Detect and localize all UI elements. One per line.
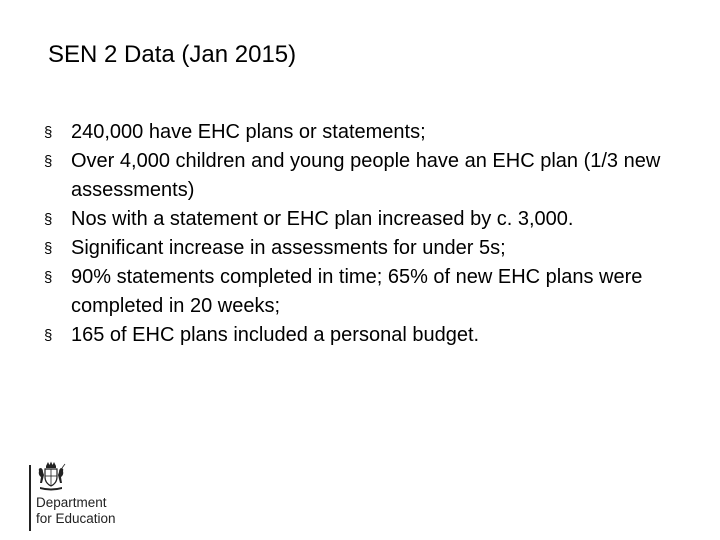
department-for-education-logo xyxy=(29,461,149,531)
bullet-marker-icon: § xyxy=(44,240,53,257)
bullet-text: 240,000 have EHC plans or statements; xyxy=(71,121,426,143)
logo-divider xyxy=(29,465,31,531)
bullet-marker-icon: § xyxy=(44,124,53,141)
bullet-item xyxy=(44,205,704,234)
bullet-text: Over 4,000 children and young people have an EHC plan (1/3 new assessments) xyxy=(71,150,661,201)
logo-line-department: Department xyxy=(36,495,107,510)
bullet-marker-icon: § xyxy=(44,269,53,286)
logo-line-education: for Education xyxy=(36,511,116,526)
bullet-text: Significant increase in assessments for under 5s; xyxy=(71,237,506,259)
bullet-marker-icon: § xyxy=(44,211,53,228)
bullet-text: Nos with a statement or EHC plan increased by c. 3,000. xyxy=(71,208,574,230)
slide-title: SEN 2 Data (Jan 2015) xyxy=(48,41,297,68)
bullet-text: 165 of EHC plans included a personal budget. xyxy=(71,324,480,346)
bullet-item xyxy=(44,263,704,321)
bullet-text: 90% statements completed in time; 65% of new EHC plans were completed in 20 weeks; xyxy=(71,266,643,317)
royal-crest-icon xyxy=(36,461,66,491)
bullet-item xyxy=(44,118,704,147)
bullet-marker-icon: § xyxy=(44,153,53,170)
bullet-item xyxy=(44,321,704,350)
bullet-list xyxy=(44,118,704,350)
bullet-item xyxy=(44,147,704,205)
bullet-marker-icon: § xyxy=(44,327,53,344)
bullet-item xyxy=(44,234,704,263)
